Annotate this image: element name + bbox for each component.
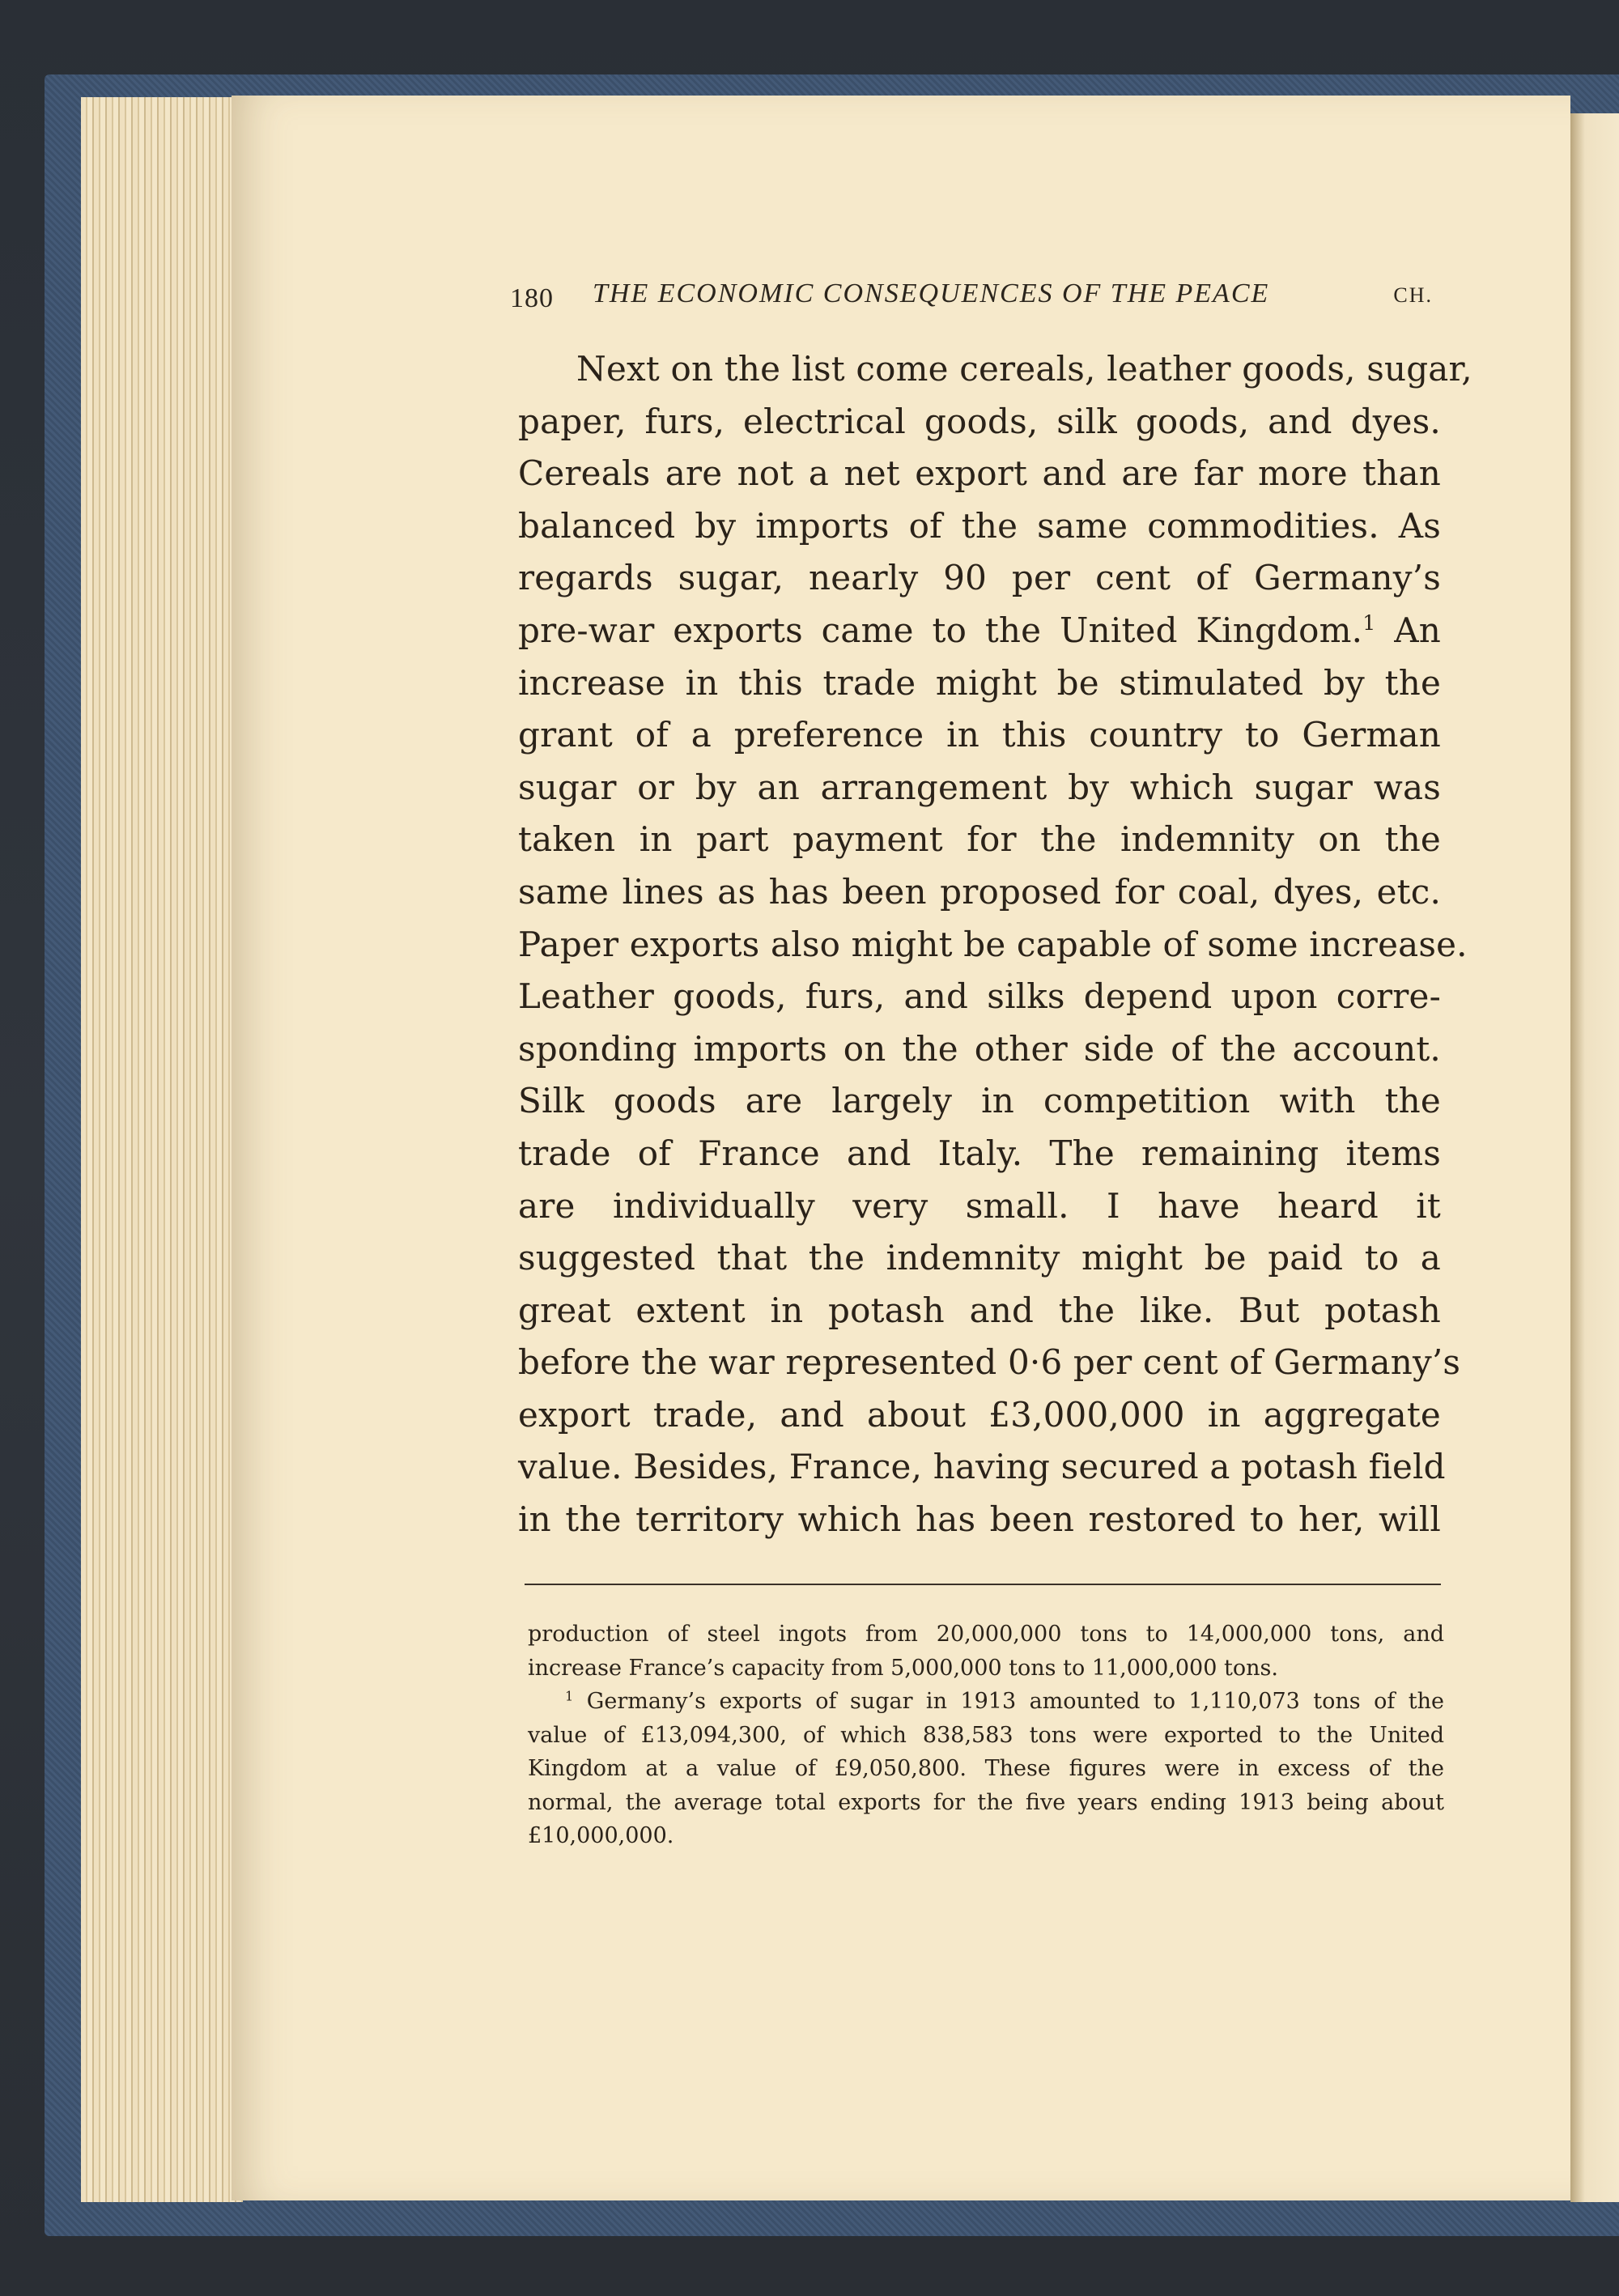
text-line: grant of a preference in this country to German — [518, 715, 1441, 755]
text-line: regards sugar, nearly 90 per cent of Germany’s — [518, 558, 1441, 598]
footnote-line — [528, 1685, 1444, 1719]
page-edges — [81, 97, 243, 2202]
text-line — [518, 605, 1441, 657]
footnote-rule — [525, 1584, 1441, 1585]
text-line: suggested that the indemnity might be paid to a — [518, 1238, 1441, 1278]
text-line: balanced by imports of the same commodities. As — [518, 505, 1441, 546]
text-line-tail: An — [1394, 610, 1441, 650]
body-text — [518, 343, 1472, 1546]
footnote-line: production of steel ingots from 20,000,000 tons to 14,000,000 tons, and — [528, 1622, 1444, 1647]
page-number: 180 — [510, 283, 554, 313]
text-line: Cereals are not a net export and are far more than — [518, 453, 1441, 494]
text-line: paper, furs, electrical goods, silk goods, and dyes. — [518, 401, 1441, 441]
footnote-line: normal, the average total exports for the five years ending 1913 being about — [528, 1789, 1444, 1815]
text-line: great extent in potash and the like. But potash — [518, 1290, 1441, 1330]
text-line: Silk goods are largely in competition with the — [518, 1081, 1441, 1121]
text-line-main: pre-war exports came to the United Kingdom. — [518, 610, 1363, 650]
text-line: increase in this trade might be stimulated by the — [518, 662, 1441, 703]
text-line: are individually very small. I have heard it — [518, 1185, 1441, 1226]
footnote-line: value of £13,094,300, of which 838,583 tons were exported to the United — [528, 1722, 1444, 1748]
footnote-line-text: Germany’s exports of sugar in 1913 amounted to 1,110,073 tons of the — [586, 1689, 1444, 1714]
text-line: Next on the list come cereals, leather goods, sugar, — [576, 349, 1472, 389]
text-line: trade of France and Italy. The remaining items — [518, 1133, 1441, 1173]
text-line: sugar or by an arrangement by which sugar was — [518, 767, 1441, 807]
next-page-edge — [1570, 113, 1619, 2202]
text-line: Leather goods, furs, and silks depend upon corre- — [518, 976, 1441, 1017]
text-line: in the territory which has been restored to her, will — [518, 1499, 1441, 1540]
footnote-reference[interactable]: 1 — [1362, 610, 1376, 635]
chapter-mark: CH. — [1393, 283, 1433, 307]
footnotes — [528, 1618, 1444, 1853]
text-line: sponding imports on the other side of the account. — [518, 1028, 1441, 1069]
text-line: taken in part payment for the indemnity on the — [518, 819, 1441, 860]
text-line: value. Besides, France, having secured a potash field — [518, 1447, 1446, 1487]
text-line: export trade, and about £3,000,000 in aggregate — [518, 1394, 1441, 1435]
text-line: before the war represented 0·6 per cent of Germany’s — [518, 1342, 1461, 1383]
text-line: same lines as has been proposed for coal, dyes, etc. — [518, 871, 1441, 912]
footnote-line: Kingdom at a value of £9,050,800. These figures were in excess of the — [528, 1756, 1444, 1781]
footnote-marker: 1 — [565, 1688, 574, 1704]
footnote-line: £10,000,000. — [528, 1823, 674, 1848]
text-line: Paper exports also might be capable of some increase. — [518, 924, 1468, 964]
running-header — [510, 278, 1433, 319]
footnote-line: increase France’s capacity from 5,000,000 tons to 11,000,000 tons. — [528, 1655, 1278, 1681]
running-title: THE ECONOMIC CONSEQUENCES OF THE PEACE — [593, 278, 1270, 308]
